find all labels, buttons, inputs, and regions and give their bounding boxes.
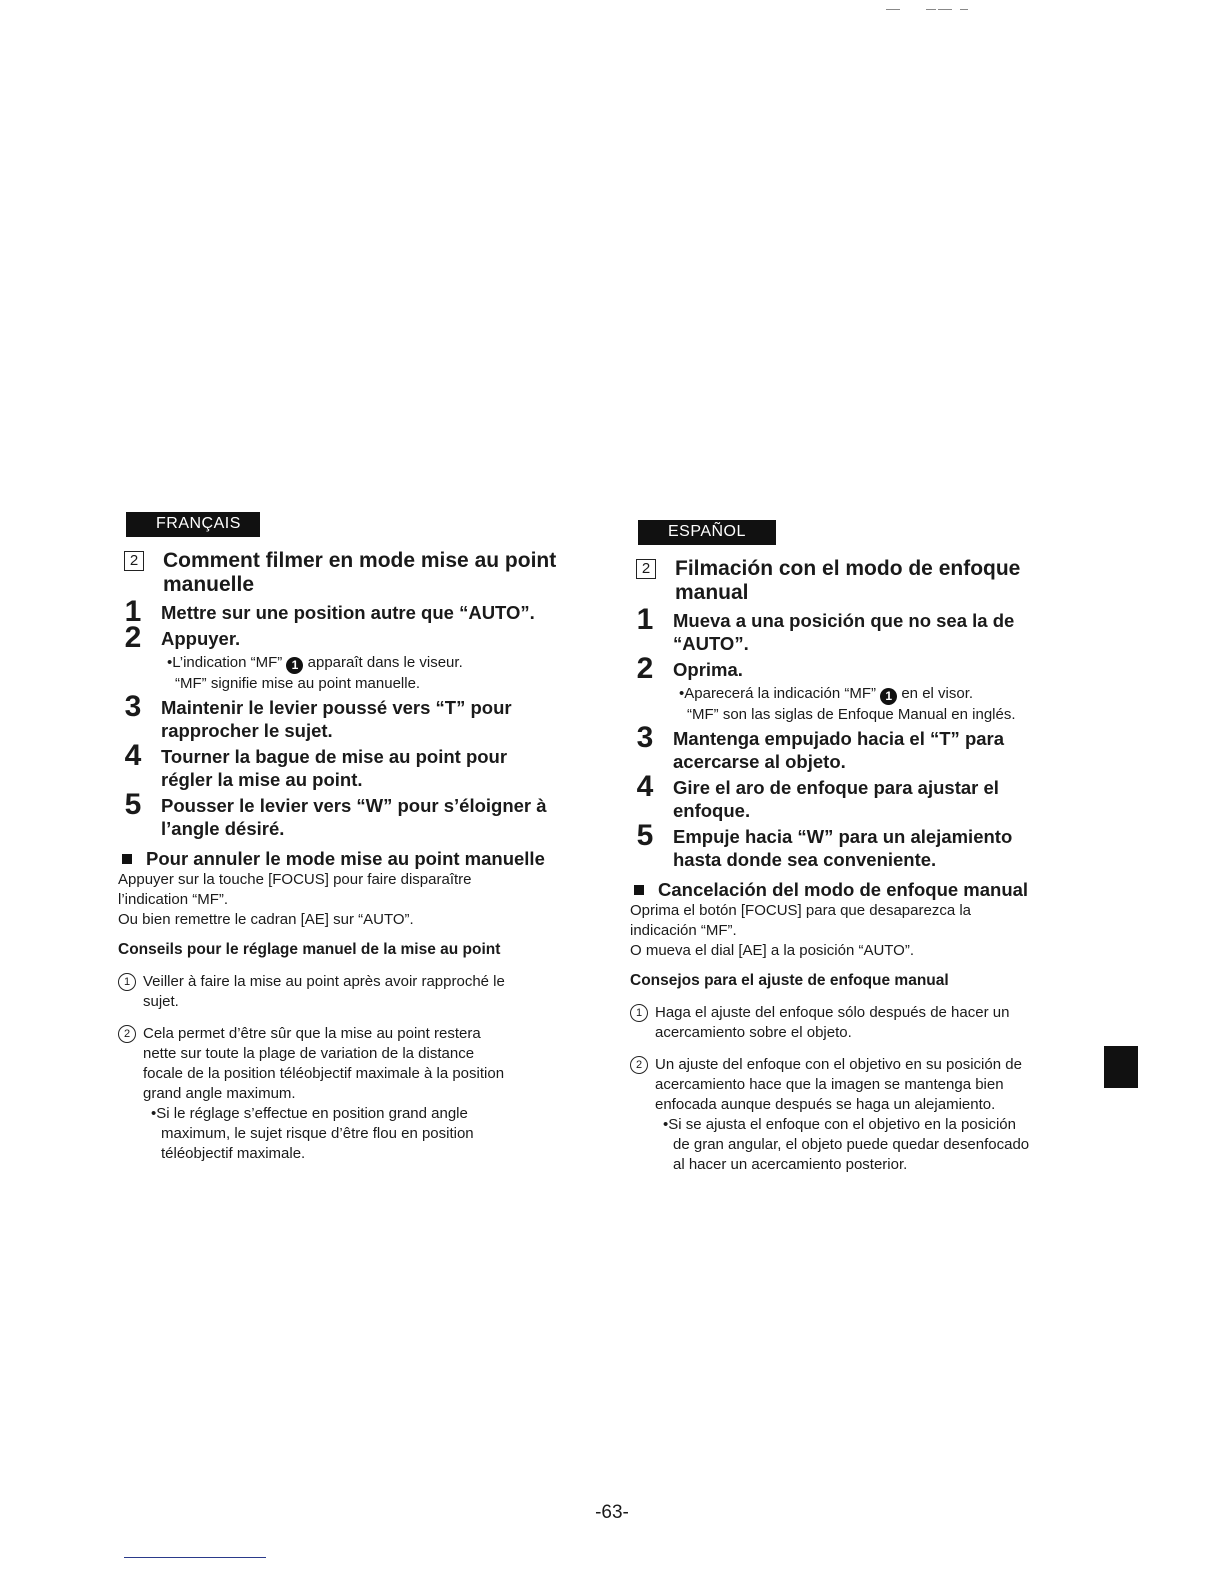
cancel-body: Appuyer sur la touche [FOCUS] pour faire disparaître l’indication “MF”. Ou bien remettre le cadran [AE] sur “AUTO”. <box>118 871 472 928</box>
section-title <box>630 557 1080 605</box>
tip-1: 1 Veiller à faire la mise au point après avoir rapproché le sujet. <box>118 972 568 1012</box>
step-notes <box>161 653 568 693</box>
step-text: Empuje hacia “W” para un alejamiento <box>673 826 1013 847</box>
step-text: Mettre sur une position autre que “AUTO”. <box>161 602 535 623</box>
step-number: 3 <box>636 721 654 754</box>
spanish-column <box>630 520 1080 1175</box>
section-number-box: 2 <box>636 559 656 579</box>
page-number: -63- <box>595 1502 629 1523</box>
marker-1-icon: 1 <box>286 657 303 674</box>
step-text: régler la mise au point. <box>161 769 363 790</box>
title-line: manuelle <box>163 573 255 596</box>
cancel-heading: Pour annuler le mode mise au point manuelle <box>118 848 568 870</box>
step-text: l’angle désiré. <box>161 818 285 839</box>
tip-2: 2 Cela permet d’être sûr que la mise au point restera nette sur toute la plage de variation de la distance focale de la position téléobjectif maximale à la position grand angle maximum. •Si le réglage s’effectue en position grand angle maximum, le sujet risque d’être flou en position téléobjectif maximale. <box>118 1024 568 1164</box>
step-text: Mantenga empujado hacia el “T” para <box>673 728 1005 749</box>
tip-1: 1 Haga el ajuste del enfoque sólo después de hacer un acercamiento sobre el objeto. <box>630 1003 1080 1043</box>
step-3 <box>118 690 568 742</box>
step-text: hasta donde sea conveniente. <box>673 849 937 870</box>
step-5 <box>630 819 1080 871</box>
cancel-heading: Cancelación del modo de enfoque manual <box>630 879 1080 901</box>
step-number: 5 <box>636 819 654 852</box>
step-text: Pousser le levier vers “W” pour s’éloigner à <box>161 795 547 816</box>
tip-sub-note: •Si le réglage s’effectue en position grand angle maximum, le sujet risque d’être flou en position téléobjectif maximale. <box>151 1105 474 1162</box>
step-text: Oprima. <box>673 659 743 680</box>
square-bullet-icon <box>634 885 644 895</box>
step-text: Gire el aro de enfoque para ajustar el <box>673 777 999 798</box>
french-column <box>118 512 568 1164</box>
footer-rule <box>124 1557 266 1558</box>
language-tab-french: FRANÇAIS <box>126 512 260 537</box>
title-line: Comment filmer en mode mise au point <box>163 549 557 572</box>
circled-number-icon: 2 <box>118 1025 136 1043</box>
step-2 <box>630 652 1080 724</box>
step-number: 1 <box>124 595 142 628</box>
step-text: acercarse al objeto. <box>673 751 846 772</box>
title-line: Filmación con el modo de enfoque <box>675 557 1021 580</box>
step-text: enfoque. <box>673 800 751 821</box>
section-edge-marker <box>1104 1046 1138 1088</box>
cancel-body: Oprima el botón [FOCUS] para que desaparezca la indicación “MF”. O mueva el dial [AE] a la posición “AUTO”. <box>630 902 972 959</box>
step-text: Appuyer. <box>161 628 241 649</box>
circled-number-icon: 1 <box>118 973 136 991</box>
scan-marks <box>886 6 970 12</box>
step-number: 4 <box>124 739 142 772</box>
step-number: 2 <box>124 621 142 654</box>
section-title <box>118 549 568 597</box>
step-4 <box>630 770 1080 822</box>
steps-list <box>118 595 568 840</box>
square-bullet-icon <box>122 854 132 864</box>
tip-2: 2 Un ajuste del enfoque con el objetivo en su posición de acercamiento hace que la imagen se mantenga bien enfocada aunque después se haga un alejamiento. •Si se ajusta el enfoque con el objetivo en la posición de gran angular, el objeto puede quedar desenfocado al hacer un acercamiento posterior. <box>630 1055 1080 1175</box>
step-number: 5 <box>124 788 142 821</box>
step-text: Tourner la bague de mise au point pour <box>161 746 508 767</box>
title-line: manual <box>675 581 749 604</box>
step-number: 1 <box>636 603 654 636</box>
circled-number-icon: 1 <box>630 1004 648 1022</box>
step-4 <box>118 739 568 791</box>
circled-number-icon: 2 <box>630 1056 648 1074</box>
tips-heading: Consejos para el ajuste de enfoque manual <box>630 972 949 989</box>
tips-heading: Conseils pour le réglage manuel de la mise au point <box>118 941 501 958</box>
step-number: 2 <box>636 652 654 685</box>
step-notes <box>673 684 1080 724</box>
section-number-box: 2 <box>124 551 144 571</box>
note-line: “MF” son las siglas de Enfoque Manual en inglés. <box>687 706 1016 723</box>
step-text: rapprocher le sujet. <box>161 720 333 741</box>
tip-sub-note: •Si se ajusta el enfoque con el objetivo en la posición de gran angular, el objeto puede quedar desenfocado al hacer un acercamiento posterior. <box>663 1116 1030 1173</box>
steps-list <box>630 603 1080 871</box>
step-text: “AUTO”. <box>673 633 749 654</box>
language-tab-spanish: ESPAÑOL <box>638 520 776 545</box>
step-1 <box>630 603 1080 655</box>
note-line: •Aparecerá la indicación “MF” 1 en el visor. <box>679 685 974 703</box>
step-text: Mueva a una posición que no sea la de <box>673 610 1015 631</box>
note-line: “MF” signifie mise au point manuelle. <box>175 675 421 692</box>
step-1 <box>118 595 568 628</box>
step-2 <box>118 621 568 693</box>
step-number: 4 <box>636 770 654 803</box>
note-line: •L’indication “MF” 1 apparaît dans le viseur. <box>167 654 463 672</box>
marker-1-icon: 1 <box>880 688 897 705</box>
step-number: 3 <box>124 690 142 723</box>
step-3 <box>630 721 1080 773</box>
step-5 <box>118 788 568 840</box>
step-text: Maintenir le levier poussé vers “T” pour <box>161 697 512 718</box>
